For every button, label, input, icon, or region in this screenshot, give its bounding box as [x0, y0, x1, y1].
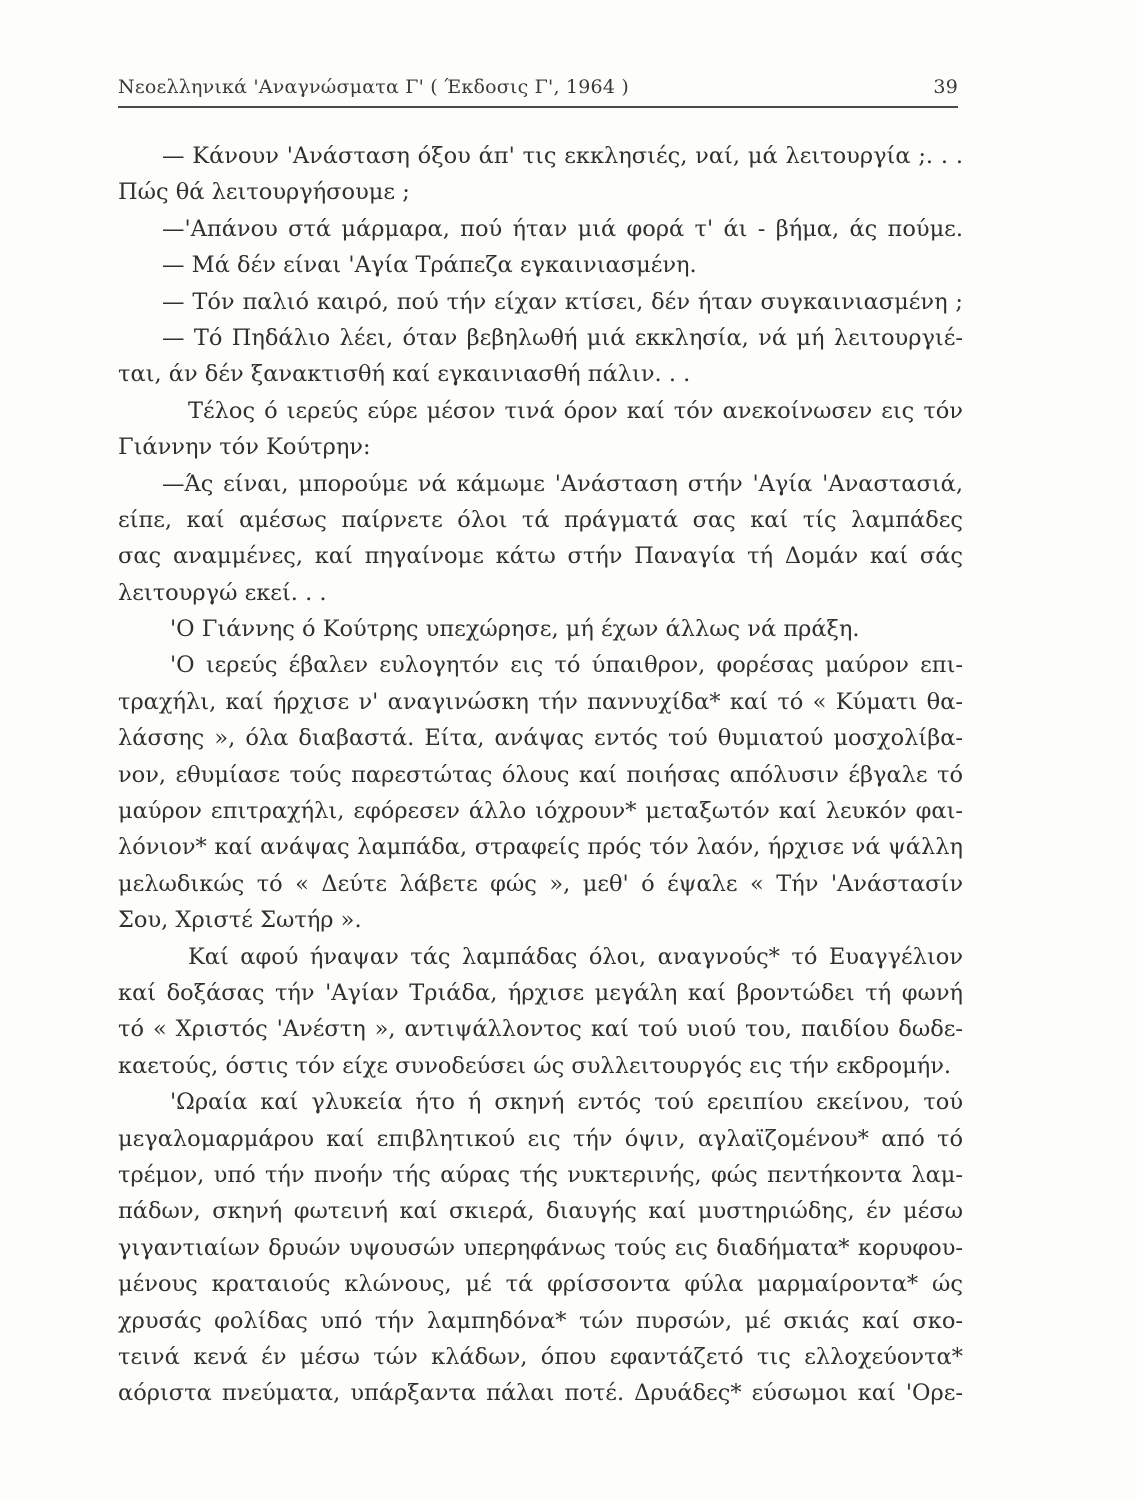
text-line: Καί αφού ήναψαν τάς λαμπάδας όλοι, αναγνούς* τό Ευαγγέλιον — [188, 943, 963, 970]
text-line: Πώς θά λειτουργήσουμε ; — [118, 179, 410, 206]
text-line: αόριστα πνεύματα, υπάρξαντα πάλαι ποτέ. Δρυάδες* εύσωμοι καί 'Ορε- — [118, 1380, 963, 1407]
text-line: καετούς, όστις τόν είχε συνοδεύσει ώς συλλειτουργός εις τήν εκδρομήν. — [118, 1052, 952, 1079]
text-line: μαύρον επιτραχήλι, εφόρεσεν άλλο ιόχρουν* μεταξωτόν καί λευκόν φαι- — [118, 798, 963, 825]
header-rule — [118, 106, 958, 108]
text-line: —'Απάνου στά μάρμαρα, πού ήταν μιά φορά τ' άι - βήμα, άς πούμε. — [162, 215, 963, 242]
text-line: — Τόν παλιό καιρό, πού τήν είχαν κτίσει, δέν ήταν συγκαινιασμένη ; — [162, 288, 963, 315]
text-line: — Μά δέν είναι 'Αγία Τράπεζα εγκαινιασμένη. — [162, 252, 697, 279]
text-line: τρέμον, υπό τήν πνοήν τής αύρας τής νυκτερινής, φώς πεντήκοντα λαμ- — [118, 1161, 963, 1188]
text-line: λάσσης », όλα διαβαστά. Είτα, ανάψας εντός τού θυμιατού μοσχολίβα- — [118, 725, 963, 752]
text-line: λόνιον* καί ανάψας λαμπάδα, στραφείς πρός τόν λαόν, ήρχισε νά ψάλλη — [118, 834, 963, 861]
text-line: 'Ωραία καί γλυκεία ήτο ή σκηνή εντός τού ερειπίου εκείνου, τού — [170, 1089, 963, 1116]
text-line: καί δοξάσας τήν 'Αγίαν Τριάδα, ήρχισε μεγάλη καί βροντώδει τή φωνή — [118, 979, 963, 1006]
text-line: μεγαλομαρμάρου καί επιβλητικού εις τήν όψιν, αγλαϊζομένου* από τό — [118, 1125, 963, 1152]
text-line: Γιάννην τόν Κούτρην: — [118, 434, 371, 461]
running-header — [118, 74, 958, 104]
text-line: τό « Χριστός 'Ανέστη », αντιψάλλοντος καί τού υιού του, παιδίου δωδε- — [118, 1016, 963, 1043]
text-line: — Τό Πηδάλιο λέει, όταν βεβηλωθή μιά εκκλησία, νά μή λειτουργιέ- — [162, 324, 963, 351]
text-line: —Άς είναι, μπορούμε νά κάμωμε 'Ανάσταση στήν 'Αγία 'Αναστασιά, — [162, 470, 963, 497]
text-line: νον, εθυμίασε τούς παρεστώτας όλους καί ποιήσας απόλυσιν έβγαλε τό — [118, 761, 963, 788]
text-line: 'Ο ιερεύς έβαλεν ευλογητόν εις τό ύπαιθρον, φορέσας μαύρον επι- — [170, 652, 963, 679]
text-line: είπε, καί αμέσως παίρνετε όλοι τά πράγματά σας καί τίς λαμπάδες — [118, 506, 963, 533]
text-line: ται, άν δέν ξανακτισθή καί εγκαινιασθή πάλιν. . . — [118, 361, 691, 388]
text-line: Τέλος ό ιερεύς εύρε μέσον τινά όρον καί τόν ανεκοίνωσεν εις τόν — [188, 397, 963, 424]
text-line: — Κάνουν 'Ανάσταση όξου άπ' τις εκκλησιές, ναί, μά λειτουργία ;. . . — [162, 143, 963, 169]
text-line: λειτουργώ εκεί. . . — [118, 579, 327, 606]
text-line: γιγαντιαίων δρυών υψουσών υπερηφάνως τούς εις διαδήματα* κορυφου- — [118, 1234, 963, 1261]
text-line: μελωδικώς τό « Δεύτε λάβετε φώς », μεθ' ό έψαλε « Τήν 'Ανάστασίν — [118, 870, 963, 897]
text-line: Σου, Χριστέ Σωτήρ ». — [118, 907, 362, 934]
text-line: τεινά κενά έν μέσω τών κλάδων, όπου εφαντάζετό τις ελλοχεύοντα* — [118, 1343, 963, 1370]
body-text — [118, 138, 963, 1412]
text-line: χρυσάς φολίδας υπό τήν λαμπηδόνα* τών πυρσών, μέ σκιάς καί σκο- — [118, 1307, 963, 1334]
text-line: μένους κραταιούς κλώνους, μέ τά φρίσσοντα φύλα μαρμαίροντα* ώς — [118, 1271, 963, 1298]
text-line: τραχήλι, καί ήρχισε ν' αναγινώσκη τήν παννυχίδα* καί τό « Κύματι θα- — [118, 688, 963, 715]
text-line: σας αναμμένες, καί πηγαίνομε κάτω στήν Παναγία τή Δομάν καί σάς — [118, 543, 963, 570]
book-title: Νεοελληνικά 'Αναγνώσματα Γ' ( Έκδοσις Γ', 1964 ) — [118, 76, 629, 98]
text-line: 'Ο Γιάννης ό Κούτρης υπεχώρησε, μή έχων άλλως νά πράξη. — [170, 616, 860, 643]
page-number: 39 — [933, 76, 958, 98]
text-line: πάδων, σκηνή φωτεινή καί σκιερά, διαυγής καί μυστηριώδης, έν μέσω — [118, 1198, 963, 1225]
